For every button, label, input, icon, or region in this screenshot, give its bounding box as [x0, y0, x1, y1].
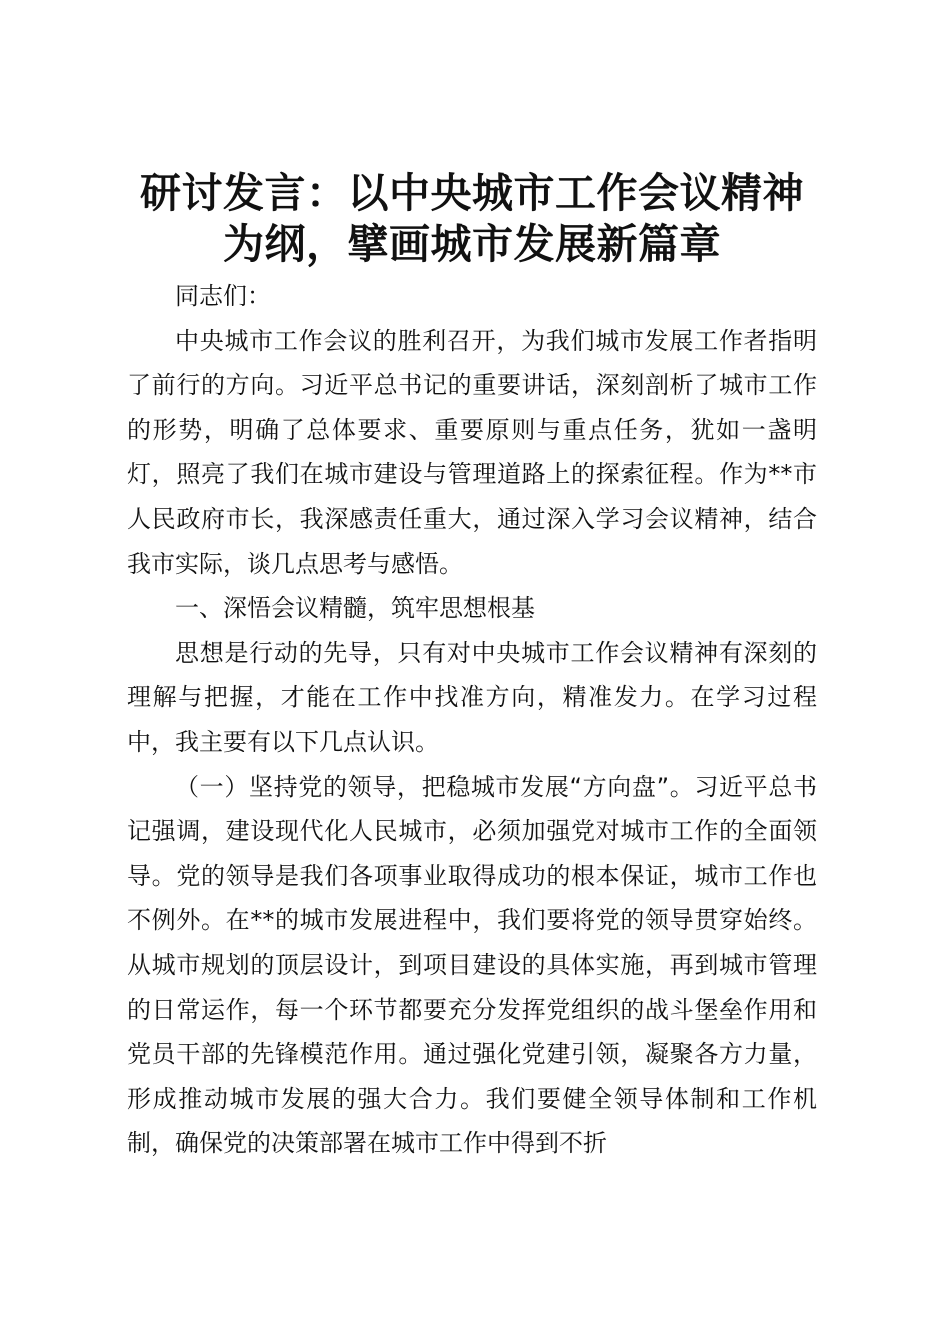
document-title: 研讨发言：以中央城市工作会议精神为纲，擘画城市发展新篇章: [140, 169, 804, 268]
section1-paragraph-1: 思想是行动的先导，只有对中央城市工作会议精神有深刻的理解与把握，才能在工作中找准方向，精准发力。在学习过程中，我主要有以下几点认识。: [127, 638, 817, 756]
section1-paragraph-2: （一）坚持党的领导，把稳城市发展“方向盘”。习近平总书记强调，建设现代化人民城市，必须加强党对城市工作的全面领导。党的领导是我们各项事业取得成功的根本保证，城市工作也不例外。在**的城市发展进程中，我们要将党的领导贯穿始终。从城市规划的顶层设计，到项目建设的具体实施，再到城市管理的日常运作，每一个环节都要充分发挥党组织的战斗堡垒作用和党员干部的先锋模范作用。通过强化党建引领，凝聚各方力量，形成推动城市发展的强大合力。我们要健全领导体制和工作机制，确保党的决策部署在城市工作中得到不折: [127, 772, 817, 1158]
section-heading-1: 一、深悟会议精髓，筑牢思想根基: [175, 594, 535, 623]
document-body: [127, 168, 817, 1166]
salutation: 同志们：: [175, 282, 271, 310]
intro-paragraph: 中央城市工作会议的胜利召开，为我们城市发展工作者指明了前行的方向。习近平总书记的重要讲话，深刻剖析了城市工作的形势，明确了总体要求、重要原则与重点任务，犹如一盏明灯，照亮了我们在城市建设与管理道路上的探索征程。作为**市人民政府市长，我深感责任重大，通过深入学习会议精神，结合我市实际，谈几点思考与感悟。: [127, 326, 817, 578]
